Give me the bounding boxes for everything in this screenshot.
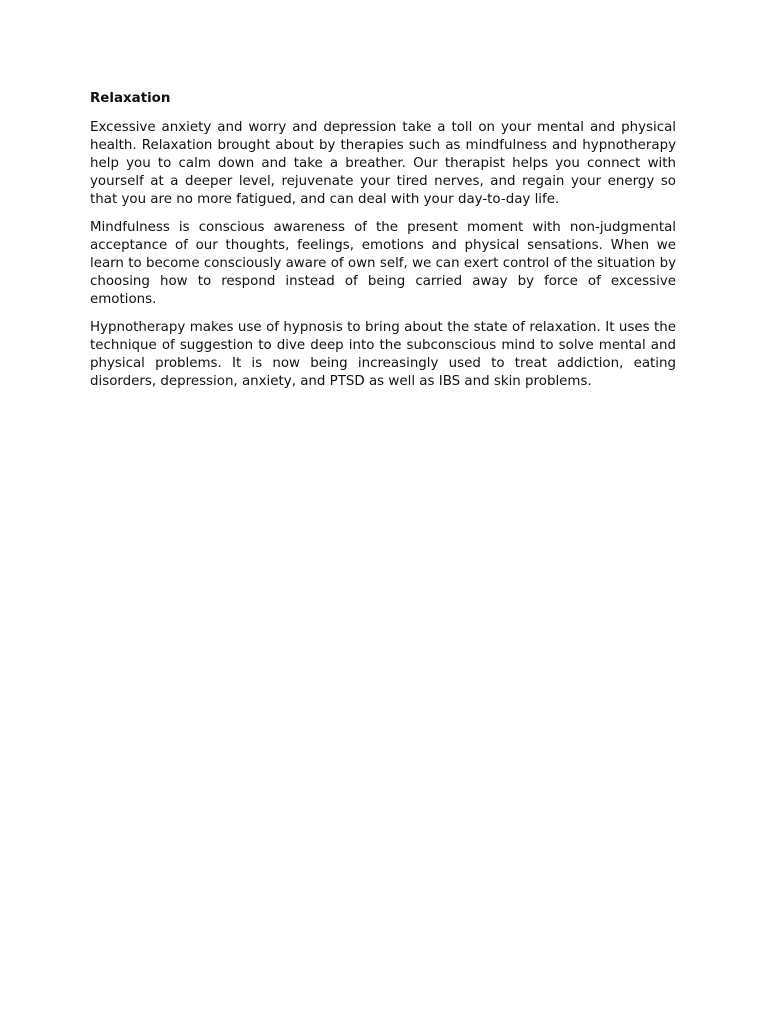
document-page bbox=[90, 90, 676, 401]
paragraph-hypnotherapy: Hypnotherapy makes use of hypnosis to bring about the state of relaxation. It uses the technique of suggestion to dive deep into the subconscious mind to solve mental and physical problems. It is now being increasingly used to treat addiction, eating disorders, depression, anxiety, and PTSD as well as IBS and skin problems. bbox=[90, 320, 676, 389]
paragraph-relaxation-intro: Excessive anxiety and worry and depression take a toll on your mental and physical health. Relaxation brought about by therapies such as mindfulness and hypnotherapy help you to calm down and take a breather. Our therapist helps you connect with yourself at a deeper level, rejuvenate your tired nerves, and regain your energy so that you are no more fatigued, and can deal with your day-to-day life. bbox=[90, 120, 676, 207]
paragraph-mindfulness: Mindfulness is conscious awareness of the present moment with non-judgmental acceptance of our thoughts, feelings, emotions and physical sensations. When we learn to become consciously aware of own self, we can exert control of the situation by choosing how to respond instead of being carried away by force of excessive emotions. bbox=[90, 220, 676, 307]
section-heading: Relaxation bbox=[90, 91, 171, 106]
